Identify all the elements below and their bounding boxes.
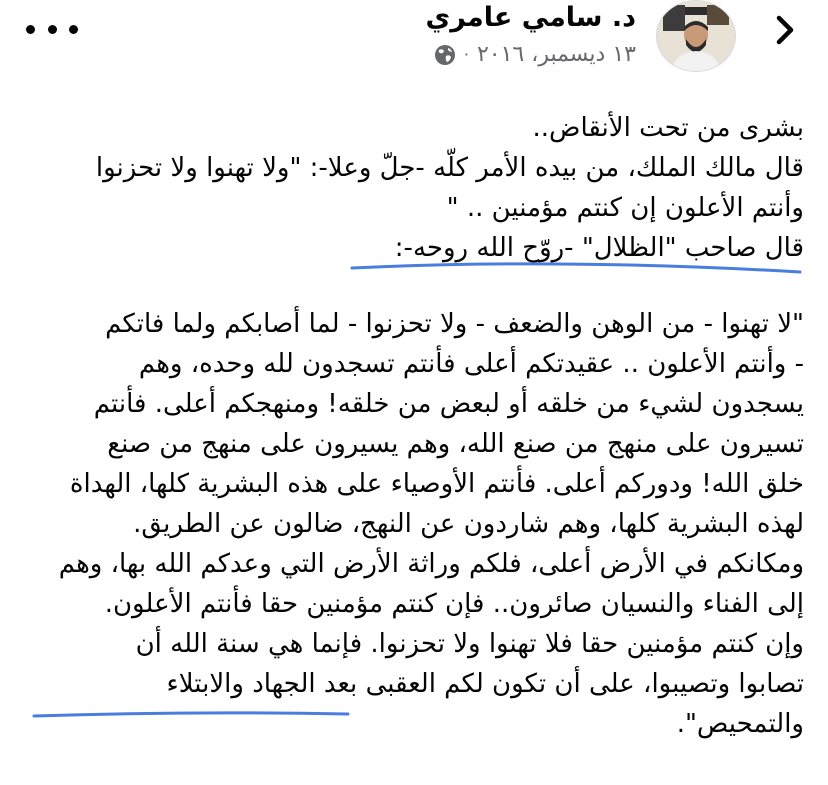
post-date[interactable]: ١٣ ديسمبر، ٢٠١٦	[476, 42, 636, 67]
more-dot	[48, 25, 57, 34]
post-line: قال صاحب "الظلال" -روّح الله روحه-:	[394, 233, 804, 263]
back-button[interactable]	[762, 10, 806, 50]
post-line: تسيرون على منهج من صنع الله، وهم يسيرون على منهج من صنع	[107, 429, 804, 459]
post-line: وإن كنتم مؤمنين حقا فلا تهنوا ولا تحزنوا. فإنما هي سنة الله أن	[135, 629, 804, 659]
post-line: إلى الفناء والنسيان صائرون.. فإن كنتم مؤمنين حقا فأنتم الأعلون.	[104, 589, 804, 619]
chevron-left-icon	[772, 15, 796, 45]
post-line: تصابوا وتصيبوا، على أن تكون لكم العقبى بعد الجهاد والابتلاء	[166, 669, 804, 699]
post-line: "لا تهنوا - من الوهن والضعف - ولا تحزنوا - لما أصابكم ولما فاتكم	[105, 309, 804, 339]
more-options-button[interactable]	[26, 14, 78, 44]
more-dot	[69, 25, 78, 34]
post-line: بشرى من تحت الأنقاض..	[532, 113, 804, 143]
post-line: والتمحيص".	[676, 709, 804, 739]
meta-separator: ·	[463, 45, 469, 64]
post-line: ومكانكم في الأرض أعلى، فلكم وراثة الأرض التي وعدكم الله بها، وهم	[58, 549, 804, 579]
post-line: خلق الله! ودوركم أعلى. فأنتم الأوصياء على هذه البشرية كلها، الهداة	[69, 469, 804, 499]
post-meta	[434, 42, 636, 67]
globe-icon	[434, 44, 456, 66]
paragraph-gap	[34, 268, 804, 304]
more-dot	[26, 25, 35, 34]
post-body	[34, 108, 804, 744]
post-line: وأنتم الأعلون إن كنتم مؤمنين .. "	[446, 193, 804, 223]
author-name[interactable]: د. سامي عامري	[425, 2, 636, 33]
post-header	[0, 0, 828, 90]
post-line: قال مالك الملك، من بيده الأمر كلّه -جلّ وعلا-: "ولا تهنوا ولا تحزنوا	[95, 153, 804, 183]
post-line: يسجدون لشيء من خلقه أو لبعض من خلقه! ومنهجكم أعلى. فأنتم	[93, 389, 804, 419]
author-photo	[657, 1, 735, 71]
post-line: - وأنتم الأعلون .. عقيدتكم أعلى فأنتم تسجدون لله وحده، وهم	[138, 349, 804, 379]
post-line: لهذه البشرية كلها، وهم شاردون عن النهج، ضالون عن الطريق.	[133, 509, 804, 539]
avatar[interactable]	[656, 0, 736, 72]
